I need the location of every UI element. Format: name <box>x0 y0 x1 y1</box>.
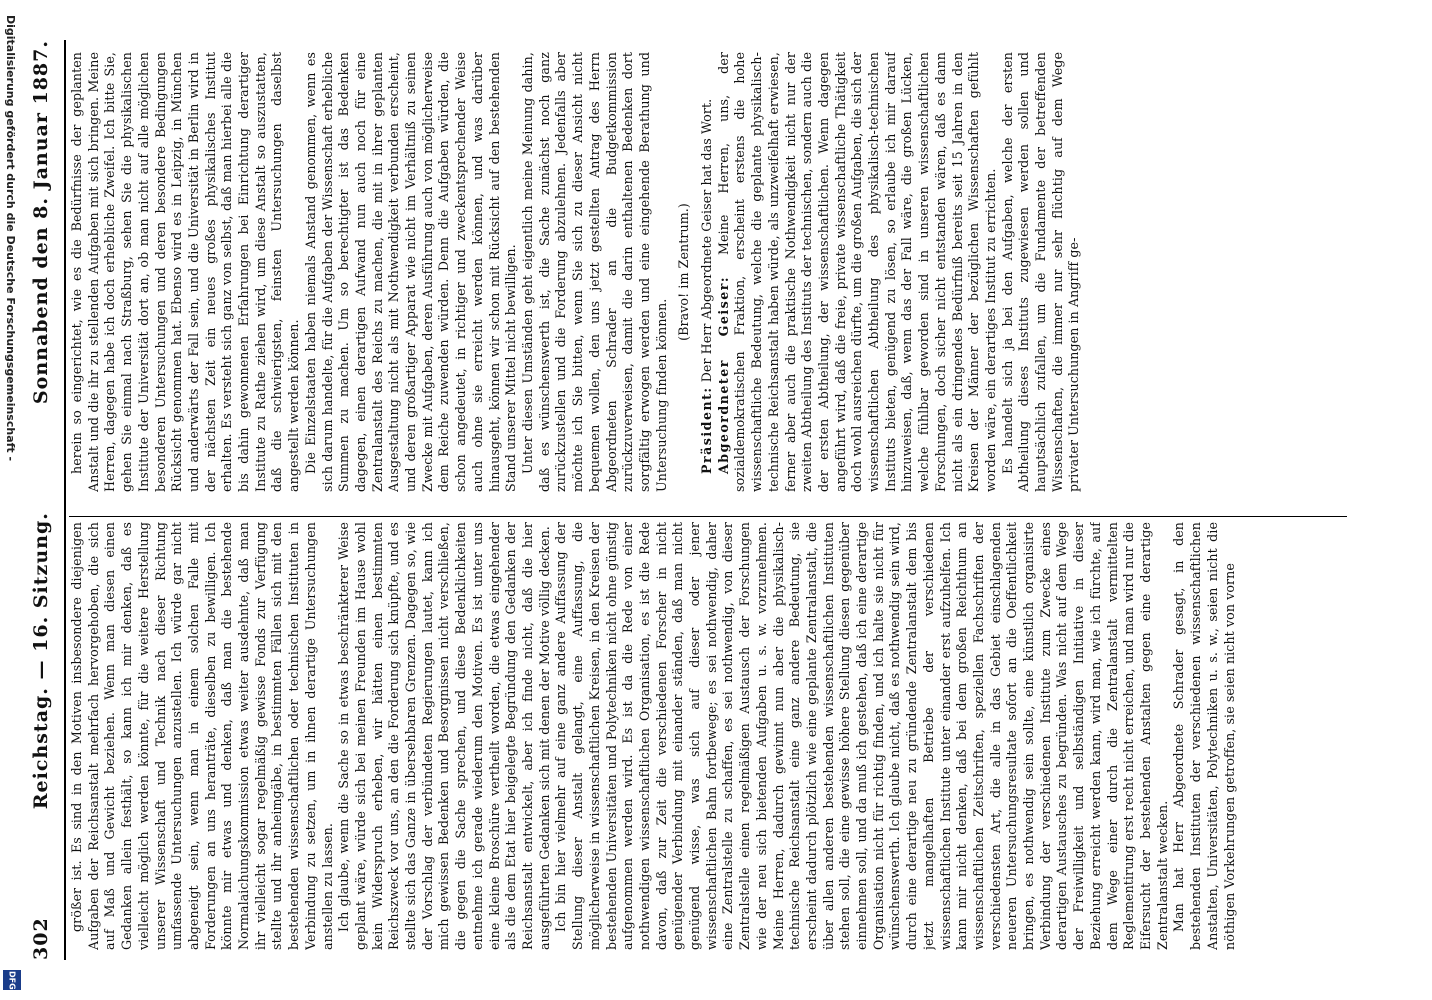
paragraph: Man hat Herr Abgeordnete Schrader gesagt, in den bestehenden Instituten der verschiedenen wissenschaftlichen Anstalten, Universitäten, Polytechniken u. s. w., seien nicht die nöthigen Vorkehrungen getroffen, sie seien nicht von vorne <box>1171 522 1237 950</box>
column-divider <box>69 516 1347 517</box>
member-statement <box>716 52 1000 492</box>
paragraph: Unter diesen Umständen geht eigentlich meine Meinung dahin, daß es wünschenswerth ist, die Sache zunächst noch ganz zurückzustellen und die Forderung abzulehnen. Jedenfalls aber möchte ich Sie bitten, wenn Sie sich zu dieser Ansicht nicht bequemen wollen, den uns jetzt gestellten Antrag des Herrn Abgeordneten Schrader an die Budgetkommission zurückzuverweisen, damit die darin enthaltenen Bedenken dort sorgfältig erwogen werden und eine eingehende Berathung und Untersuchung finden können. <box>519 52 669 492</box>
speaker-text: Der Herr Abgeordnete Geiser hat das Wort. <box>699 98 715 383</box>
applause-note: (Bravo! im Zentrum.) <box>676 203 692 341</box>
page-number: 302 <box>30 917 52 960</box>
left-column <box>69 522 1347 950</box>
right-column <box>69 52 1347 492</box>
paragraph: Ich glaube, wenn die Sache so in etwas beschränkterer Weise geplant wäre, würde sich bei meinen Freunden im Hause wohl kein Widerspruch erheben, wir hätten einen bestimmten Reichszweck vor uns, an den die Forderung sich knüpfte, und es stellte sich das Ganze in übersehbaren Grenzen. Dagegen so, wie der Vorschlag der verbündeten Regierungen lautet, kann ich mich gewissen Bedenken und Besorgnissen nicht verschließen, die gegen die Sache sprechen, und diese Bedenklichkeiten entnehme ich gerade wiederum den Motiven. Es ist unter uns eine kleine Broschüre vertheilt worden, die etwas eingehender als die dem Etat hier beigelegte Begründung den Gedanken der Reichsanstalt entwickelt, aber ich finde nicht, daß die hier ausgeführten Gedanken sich mit denen der Motive völlig decken. <box>336 522 552 950</box>
header-rule <box>64 40 66 960</box>
paragraph: Es handelt sich ja bei den Aufgaben, welche der ersten Abtheilung dieses Instituts zugewiesen werden sollen und hauptsächlich zufallen, um die Fundamente der betreffenden Wissenschaften, die immer nur sehr flüchtig auf dem Wege privater Untersuchungen in Angriff ge- <box>999 52 1082 492</box>
paragraph: herein so eingerichtet, wie es die Bedürfnisse der geplanten Anstalt und die ihr zu stellenden Aufgaben mit sich bringen. Meine Herren, dagegen habe ich doch erhebliche Zweifel. Ich bitte Sie, gehen Sie einmal nach Straßburg, sehen Sie die physikalischen Institute der Universität dort an, ob man nicht auf alle möglichen besonderen Untersuchungen und deren besondere Bedingungen Rücksicht genommen hat. Ebenso wird es in Leipzig, in München und anderwärts der Fall sein, und die Universität in Berlin wird in der nächsten Zeit ein neues großes physikalisches Institut erhalten. Es versteht sich ganz von selbst, daß man hierbei alle die bis dahin gewonnenen Erfahrungen bei Einrichtung derartiger Institute zu Rathe ziehen wird, um diese Anstalt so auszustatten, daß die schwierigsten, feinsten Untersuchungen daselbst angestellt werden können. <box>69 52 302 492</box>
page-header <box>24 40 58 960</box>
speaker-name: Präsident: <box>699 386 715 474</box>
page-date: Sonnabend den 8. Januar 1887. <box>30 40 52 405</box>
paragraph: Die Einzelstaaten haben niemals Anstand genommen, wenn es sich darum handelte, für die Aufgaben der Wissenschaft erhebliche Summen zu machen. Um so berechtigter ist das Bedenken dagegen, einen derartigen Aufwand nun auch noch für eine Zentralanstalt des Reichs zu machen, die mit in ihrer geplanten Ausgestaltung nicht als mit Nothwendigkeit verbunden erscheint, und deren großartiger Apparat wie nicht im Verhältniß zu seinen Zwecke mit Aufgaben, deren Ausführung auch von möglicherweise dem Reiche zuwenden würden. Denn die Aufgaben würden, die schon angedeutet, in richtiger und zweckentsprechender Weise auch ohne sie erreicht werden können, und was darüber hinausgeht, können wir schon mit Rücksicht auf den bestehenden Stand unserer Mittel nicht bewilligen. <box>302 52 519 492</box>
president-statement <box>699 52 716 492</box>
speaker-text: Meine Herren, uns, der sozialdemokratischen Fraktion, erscheint erstens die hohe wissenschaftliche Bedeutung, welche die geplante physikalisch-technische Reichsanstalt haben würde, als unzweifelhaft erwiesen, ferner aber auch die praktische Nothwendigkeit nicht nur der zweiten Abtheilung des Instituts der technischen, sondern auch die der ersten Abtheilung, der wissenschaftlichen. Wenn dagegen angeführt wird, daß die freie, private wissenschaftliche Thätigkeit doch wohl ausreichen dürfte, um die großen Aufgaben, die sich der wissenschaftlichen Abtheilung des physikalisch-technischen Instituts bieten, genügend zu lösen, so erlaube ich mir darauf hinzuweisen, daß, wenn das der Fall wäre, die großen Lücken, welche fühlbar geworden sind in unseren wissenschaftlichen Forschungen, doch sicher nicht entstanden wären, daß es dann nicht als ein dringendes Bedürfniß bereits seit 15 Jahren in den Kreisen der Männer der bezüglichen Wissenschaften gefühlt worden wäre, ein derartiges Institut zu errichten. <box>715 52 998 492</box>
dfg-logo: DFG <box>3 970 21 990</box>
credit-text: Digitalisierung gefördert durch die Deutsche Forschungsgemeinschaft - <box>4 15 17 462</box>
page-title: Reichstag. — 16. Sitzung. <box>30 512 52 810</box>
paragraph: Ich bin hier vielmehr auf eine ganz andere Auffassung der Stellung dieser Anstalt gelangt, eine Auffassung, die möglicherweise in wissenschaftlichen Kreisen, in den Kreisen der bestehenden Universitäten und Polytechniken nicht ohne günstig aufgenommen werden wird. Es ist da die Rede von einer nothwendigen wissenschaftlichen Organisation, es ist die Rede davon, daß zur Zeit die verschiedenen Forscher in nicht genügender Verbindung mit einander ständen, daß man nicht genügend wisse, was sich auf dieser oder jener wissenschaftlichen Bahn fortbewege; es sei nothwendig, daher eine Zentralstelle zu schaffen, es sei nothwendig, von dieser Zentralstelle einen regelmäßigen Austausch der Forschungen wie der neu sich bietenden Aufgaben u. s. w. vorzunehmen. Meine Herren, dadurch gewinnt nun aber die physikalisch-technische Reichsanstalt eine ganz andere Bedeutung, sie erscheint dadurch plötzlich wie eine geplante Zentralanstalt, die über allen anderen bestehenden wissenschaftlichen Instituten stehen soll, die eine gewisse höhere Stellung diesen gegenüber einnehmen soll, und da muß ich gestehen, daß ich eine derartige Organisation nicht für richtig finden, und ich halte sie nicht für wünschenswerth. Ich glaube nicht, daß es nothwendig sein wird, durch eine derartige neu zu gründende Zentralanstalt dem bis jetzt mangelhaften Betriebe der verschiedenen wissenschaftlichen Institute unter einander erst aufzuhelfen. Ich kann mir nicht denken, daß bei dem großen Reichthum an wissenschaftlichen Zeitschriften, speziellen Fachschriften der verschiedensten Art, die alle in das Gebiet einschlagenden neueren Untersuchungsresultate sofort an die Oeffentlichkeit bringen, es nothwendig sein sollte, eine künstlich organisirte Verbindung der verschiedenen Institute zum Zwecke eines derartigen Austausches zu begründen. Was nicht auf dem Wege der Freiwilligkeit und selbständigen Initiative in dieser Beziehung erreicht werden kann, wird man, wie ich fürchte, auf dem Wege einer durch die Zentralanstalt vermittelten Reglementirung erst recht nicht erreichen, und man wird nur die Eifersucht der bestehenden Anstalten gegen eine derartige Zentralanstalt wecken. <box>553 522 1170 950</box>
paragraph: größer ist. Es sind in den Motiven insbesondere diejenigen Aufgaben der Reichsanstalt mehrfach hervorgehoben, die sich auf Maß und Gewicht beziehen. Wenn man diesen einen Gedanken allein festhält, so kann ich mir denken, daß es vielleicht möglich werden könnte, für die weitere Herstellung unserer Wissenschaft und Technik nach dieser Richtung umfassende Untersuchungen anzustellen. Ich würde gar nicht abgeneigt sein, wenn man in einem solchen Falle mit Forderungen an uns heranträte, dieselben zu bewilligen. Ich könnte mir etwas und denken, daß man die bestehende Normalaichungskommission etwas weiter ausdehnte, daß man ihr vielleicht sogar regelmäßig gewisse Fonds zur Verfügung stellte und ihr anheimgäbe, in bestimmten Fällen sich mit den bestehenden wissenschaftlichen oder technischen Instituten in Verbindung zu setzen, um in ihnen derartige Untersuchungen anstellen zu lassen. <box>69 522 335 950</box>
speaker-name: Abgeordneter Geiser: <box>715 275 731 474</box>
